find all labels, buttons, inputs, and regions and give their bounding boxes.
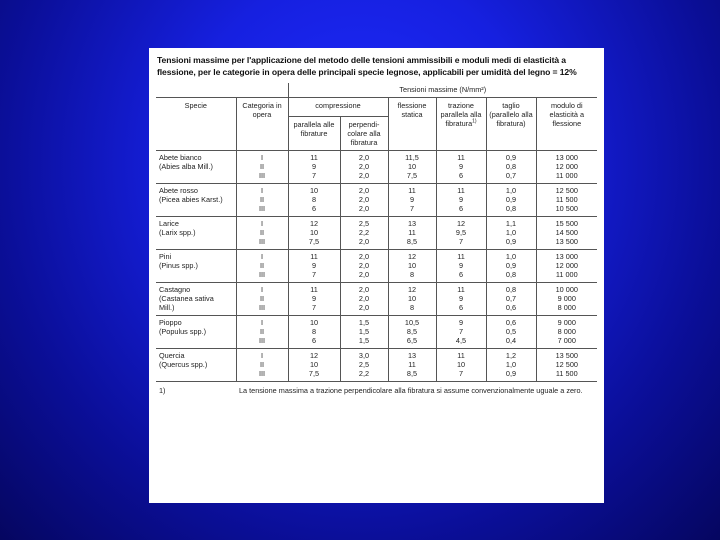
cell-value: Mill.) (159, 303, 175, 312)
cell-value: 10 (309, 186, 319, 195)
cell-perp (340, 250, 388, 283)
cell-modulo (536, 349, 597, 382)
cell-value: 10 (309, 228, 319, 237)
cell-value: 13 (407, 219, 417, 228)
cell-value: Abete rosso (159, 186, 198, 195)
cell-value: I (260, 318, 264, 327)
cell-value: 7 (458, 327, 464, 336)
cell-value: 11 (310, 285, 318, 294)
cell-value: 1,2 (505, 351, 517, 360)
cell-value: 7,5 (406, 171, 418, 180)
header-trazione-footnote-ref: 1) (472, 118, 477, 125)
cell-value: Abete bianco (159, 153, 202, 162)
cell-value: III (258, 171, 266, 180)
cell-value: 11 (457, 186, 465, 195)
cell-value: 6 (458, 303, 464, 312)
table-row (156, 250, 597, 283)
cell-value: 1,5 (358, 336, 370, 345)
cell-value: 2,0 (358, 171, 370, 180)
cell-value: 10 (407, 261, 417, 270)
header-trazione (436, 98, 486, 151)
cell-value: I (260, 186, 264, 195)
cell-value: 13 500 (555, 237, 578, 246)
cell-value: 1,0 (505, 228, 517, 237)
cell-value: III (258, 369, 266, 378)
cell-value: 13 000 (555, 153, 578, 162)
cell-value: (Quercus spp.) (159, 360, 208, 369)
cell-value: 9 (409, 195, 415, 204)
header-parallela: parallela alle fibrature (288, 117, 340, 151)
cell-value: (Pinus spp.) (159, 261, 198, 270)
cell-value: I (260, 252, 264, 261)
cell-traz (436, 151, 486, 184)
cell-traz (436, 316, 486, 349)
cell-value: 0,7 (505, 294, 517, 303)
cell-value: 7 (311, 171, 317, 180)
table-row (156, 316, 597, 349)
cell-value: I (260, 351, 264, 360)
cell-taglio (486, 217, 536, 250)
cell-value: 12 000 (555, 261, 578, 270)
document-sheet (149, 48, 604, 503)
cell-value: (Castanea sativa (159, 294, 214, 303)
cell-specie (156, 283, 236, 316)
cell-modulo (536, 283, 597, 316)
cell-perp (340, 217, 388, 250)
cell-value: 9 (458, 195, 464, 204)
cell-value: 9 (458, 162, 464, 171)
cell-value: 7 (458, 369, 464, 378)
cell-value: 0,9 (505, 237, 517, 246)
cell-taglio (486, 316, 536, 349)
cell-value: 13 (407, 351, 417, 360)
cell-value: 6,5 (406, 336, 418, 345)
cell-par (288, 283, 340, 316)
table-row (156, 349, 597, 382)
header-trazione-label: trazione parallela alla fibratura (440, 101, 482, 128)
cell-cat (236, 283, 288, 316)
header-modulo: modulo di elasticità a flessione (536, 98, 597, 151)
cell-value: 2,0 (358, 162, 370, 171)
cell-value: 11 (310, 153, 318, 162)
cell-value: 12 000 (555, 162, 578, 171)
cell-value: 11 (408, 186, 416, 195)
cell-value: 1,5 (358, 327, 370, 336)
cell-value: Castagno (159, 285, 191, 294)
cell-value: 9,5 (455, 228, 467, 237)
cell-value: 1,5 (358, 318, 370, 327)
cell-value: 14 500 (555, 228, 578, 237)
cell-value: III (258, 204, 266, 213)
cell-value: 2,5 (358, 360, 370, 369)
cell-fless (388, 217, 436, 250)
cell-value: III (258, 270, 266, 279)
cell-value: 12 (309, 219, 319, 228)
cell-value: 12 (456, 219, 466, 228)
cell-traz (436, 250, 486, 283)
cell-value: 8,5 (406, 369, 418, 378)
cell-value: 6 (311, 336, 317, 345)
footnote-text: La tensione massima a trazione perpendicolare alla fibratura si assume convenzionalmente uguale a zero. (239, 386, 583, 395)
cell-perp (340, 184, 388, 217)
cell-value: 11 (310, 252, 318, 261)
cell-specie (156, 151, 236, 184)
cell-par (288, 184, 340, 217)
cell-specie (156, 349, 236, 382)
cell-value: 11 500 (555, 195, 578, 204)
cell-value: 0,5 (505, 327, 517, 336)
cell-value: I (260, 285, 264, 294)
cell-value: (Picea abies Karst.) (159, 195, 223, 204)
cell-value: 8 (311, 195, 317, 204)
footnote-marker: 1) (159, 386, 166, 395)
cell-value: 6 (458, 204, 464, 213)
cell-value: II (259, 327, 265, 336)
header-specie: Specie (156, 98, 236, 151)
cell-perp (340, 316, 388, 349)
cell-value: 10 (407, 294, 417, 303)
header-flessione: flessione statica (388, 98, 436, 151)
cell-value: 11 500 (555, 369, 578, 378)
cell-value: III (258, 336, 266, 345)
cell-value: Quercia (159, 351, 185, 360)
cell-value: 9 000 (557, 318, 576, 327)
cell-traz (436, 217, 486, 250)
cell-value: 7 (311, 303, 317, 312)
cell-value: 0,8 (505, 162, 517, 171)
cell-value: 11 (408, 228, 416, 237)
cell-value: 12 500 (555, 360, 578, 369)
cell-traz (436, 349, 486, 382)
cell-value: 2,0 (358, 186, 370, 195)
cell-fless (388, 349, 436, 382)
cell-fless (388, 184, 436, 217)
cell-value: 1,0 (505, 360, 517, 369)
cell-value: 10 (309, 318, 319, 327)
header-blank (156, 83, 288, 98)
cell-value: 2,0 (358, 285, 370, 294)
cell-cat (236, 184, 288, 217)
cell-value: 0,9 (505, 261, 517, 270)
cell-value: 9 (458, 318, 464, 327)
cell-value: 11 (457, 252, 465, 261)
cell-value: 9 000 (557, 294, 576, 303)
cell-value: 0,9 (505, 369, 517, 378)
cell-value: 3,0 (358, 351, 370, 360)
cell-value: 2,0 (358, 153, 370, 162)
header-perpendicolare: perpendi-colare alla fibratura (340, 117, 388, 151)
cell-value: 2,0 (358, 252, 370, 261)
table-row (156, 151, 597, 184)
header-taglio: taglio (parallelo alla fibratura) (486, 98, 536, 151)
cell-cat (236, 217, 288, 250)
cell-value: III (258, 303, 266, 312)
cell-value: II (259, 294, 265, 303)
cell-value: (Abies alba Mill.) (159, 162, 213, 171)
header-tensioni-massime: Tensioni massime (N/mm²) (288, 83, 597, 98)
cell-value: 7,5 (308, 237, 320, 246)
cell-taglio (486, 250, 536, 283)
cell-value: 0,4 (505, 336, 517, 345)
cell-specie (156, 250, 236, 283)
cell-par (288, 151, 340, 184)
cell-value: 7 (458, 237, 464, 246)
cell-value: Pini (159, 252, 172, 261)
cell-value: 8,5 (406, 327, 418, 336)
cell-value: 8 (409, 270, 415, 279)
stress-table (156, 83, 597, 399)
cell-perp (340, 151, 388, 184)
cell-modulo (536, 250, 597, 283)
cell-value: 12 500 (555, 186, 578, 195)
cell-taglio (486, 349, 536, 382)
cell-value: 2,5 (358, 219, 370, 228)
cell-value: 11 000 (555, 270, 578, 279)
cell-value: 6 (458, 270, 464, 279)
cell-value: 2,0 (358, 270, 370, 279)
header-compressione: compressione (288, 98, 388, 117)
cell-value: 12 (309, 351, 319, 360)
cell-value: 8 000 (557, 303, 576, 312)
cell-cat (236, 316, 288, 349)
cell-value: 10 (456, 360, 466, 369)
cell-value: 11 (457, 351, 465, 360)
cell-par (288, 349, 340, 382)
cell-value: 6 (458, 171, 464, 180)
cell-par (288, 316, 340, 349)
cell-value: I (260, 219, 264, 228)
cell-value: 2,0 (358, 204, 370, 213)
cell-taglio (486, 184, 536, 217)
cell-value: 0,9 (505, 195, 517, 204)
cell-value: 15 500 (555, 219, 578, 228)
cell-value: 11,5 (405, 153, 419, 162)
cell-value: 2,0 (358, 294, 370, 303)
cell-cat (236, 349, 288, 382)
cell-value: (Populus spp.) (159, 327, 207, 336)
cell-modulo (536, 151, 597, 184)
cell-value: (Larix spp.) (159, 228, 196, 237)
cell-traz (436, 283, 486, 316)
cell-par (288, 250, 340, 283)
cell-value: 9 (311, 261, 317, 270)
cell-value: II (259, 261, 265, 270)
cell-value: 1,1 (505, 219, 517, 228)
cell-traz (436, 184, 486, 217)
cell-value: 0,8 (505, 270, 517, 279)
cell-fless (388, 250, 436, 283)
cell-cat (236, 250, 288, 283)
cell-value: 0,6 (505, 318, 517, 327)
cell-taglio (486, 151, 536, 184)
cell-value: 0,7 (505, 171, 517, 180)
cell-value: 9 (311, 294, 317, 303)
cell-value: 13 500 (555, 351, 578, 360)
cell-value: 11 (457, 153, 465, 162)
cell-value: 11 (408, 360, 416, 369)
cell-value: 7 (311, 270, 317, 279)
cell-modulo (536, 316, 597, 349)
cell-value: I (260, 153, 264, 162)
cell-value: 8 (409, 303, 415, 312)
cell-value: Larice (159, 219, 179, 228)
cell-value: 9 (458, 294, 464, 303)
cell-value: 12 (407, 285, 417, 294)
cell-fless (388, 316, 436, 349)
table-row (156, 217, 597, 250)
table-row (156, 184, 597, 217)
cell-modulo (536, 217, 597, 250)
cell-value: 10 000 (555, 285, 578, 294)
cell-value: 7 (409, 204, 415, 213)
cell-value: II (259, 228, 265, 237)
cell-value: 8,5 (406, 237, 418, 246)
table-row (156, 283, 597, 316)
cell-fless (388, 151, 436, 184)
cell-value: 12 (407, 252, 417, 261)
cell-value: 7,5 (308, 369, 320, 378)
cell-value: 2,0 (358, 195, 370, 204)
cell-value: Pioppo (159, 318, 182, 327)
cell-specie (156, 184, 236, 217)
cell-value: 13 000 (555, 252, 578, 261)
cell-value: 0,9 (505, 153, 517, 162)
cell-taglio (486, 283, 536, 316)
cell-value: 10 500 (555, 204, 578, 213)
cell-value: 1,0 (505, 186, 517, 195)
header-categoria: Categoria in opera (236, 98, 288, 151)
cell-value: 7 000 (557, 336, 576, 345)
cell-value: 0,8 (505, 204, 517, 213)
cell-perp (340, 283, 388, 316)
cell-value: 9 (458, 261, 464, 270)
cell-value: 11 (457, 285, 465, 294)
cell-value: 0,6 (505, 303, 517, 312)
cell-fless (388, 283, 436, 316)
cell-value: II (259, 162, 265, 171)
table-title: Tensioni massime per l'applicazione del metodo delle tensioni ammissibili e moduli medi di elasticità a flessione, per le categorie in opera delle principali specie legnose, applicabili per umidità del legno = 12% (157, 55, 577, 77)
cell-specie (156, 217, 236, 250)
cell-value: 6 (311, 204, 317, 213)
cell-value: 10 (407, 162, 417, 171)
cell-value: 1,0 (505, 252, 517, 261)
cell-value: 8 (311, 327, 317, 336)
cell-value: II (259, 195, 265, 204)
cell-value: 2,0 (358, 237, 370, 246)
cell-specie (156, 316, 236, 349)
cell-value: 10,5 (404, 318, 420, 327)
cell-par (288, 217, 340, 250)
cell-value: 8 000 (557, 327, 576, 336)
cell-modulo (536, 184, 597, 217)
cell-value: 9 (311, 162, 317, 171)
cell-cat (236, 151, 288, 184)
cell-value: 4,5 (455, 336, 467, 345)
cell-value: 2,2 (358, 369, 370, 378)
cell-value: 0,8 (505, 285, 517, 294)
cell-value: 2,0 (358, 261, 370, 270)
cell-value: 10 (309, 360, 319, 369)
cell-value: III (258, 237, 266, 246)
cell-value: II (259, 360, 265, 369)
cell-value: 11 000 (555, 171, 578, 180)
cell-value: 2,0 (358, 303, 370, 312)
cell-value: 2,2 (358, 228, 370, 237)
cell-perp (340, 349, 388, 382)
